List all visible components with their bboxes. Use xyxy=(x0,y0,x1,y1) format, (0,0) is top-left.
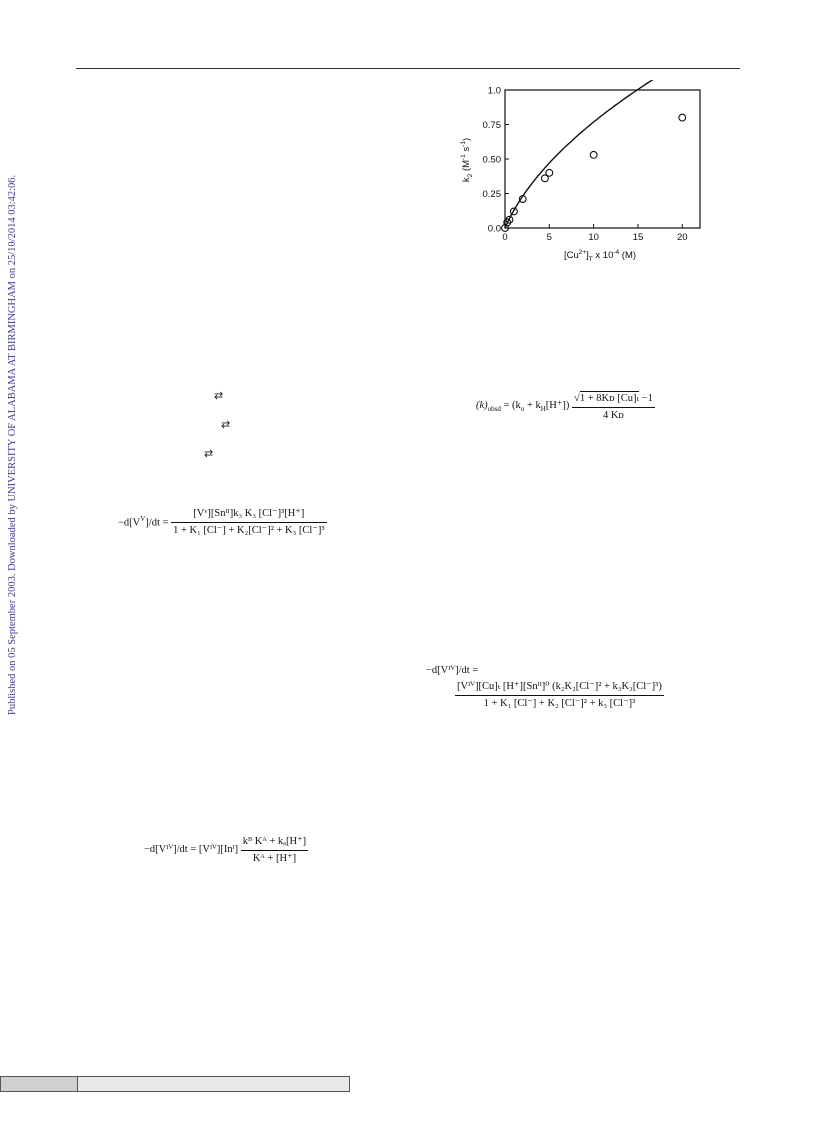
data-point xyxy=(590,151,597,158)
equilibrium-arrow-3: ⇄ xyxy=(204,447,214,460)
x-tick-label: 20 xyxy=(676,232,688,243)
eq3-denominator: 1 + K₁ [Cl⁻] + K₂ [Cl⁻]² + k₃ [Cl⁻]³ xyxy=(483,697,636,709)
y-tick-label: 0.50 xyxy=(482,154,501,166)
eq4-lhs: −d[Vᴵⱽ]/dt = [Vᴵⱽ][Inᴵ] xyxy=(144,844,239,856)
y-tick-label: 0.0 xyxy=(487,223,501,235)
x-tick-label: 0 xyxy=(502,232,508,243)
chart-axes xyxy=(505,90,700,228)
eq3-numerator: [Vᴵⱽ][Cu]ₜ [H⁺][Snᴵᴵ]⁰ (k₂K₂[Cl⁻]² + k₃K₃[Cl⁻]³) xyxy=(455,682,664,696)
footer-bar-cell xyxy=(1,1077,78,1091)
eq3-lhs: −d[Vᴵⱽ]/dt = xyxy=(426,665,479,676)
x-tick-label: 15 xyxy=(632,232,644,243)
rate-law-vanadium-v xyxy=(118,509,327,536)
data-points xyxy=(502,114,686,231)
y-tick-label: 0.75 xyxy=(482,120,501,131)
x-axis-label: $[Cu^{2+}]_T$ x $10^{-4}$ (M) xyxy=(563,249,637,263)
eq1-lhs: $-d[V^V]/dt$ = xyxy=(118,515,169,529)
eq4-numerator: kᴮ Kᴬ + kₐ[H⁺] xyxy=(241,837,308,851)
x-tick-label: 5 xyxy=(546,232,552,243)
data-point xyxy=(546,169,553,176)
header-rule xyxy=(76,68,740,69)
eq4-denominator: Kᴬ + [H⁺] xyxy=(252,852,297,864)
eq2-lhs: $(k)_{obsd} = (k_o + k_H[H^+])$ xyxy=(476,400,570,414)
footer-bar xyxy=(0,1076,350,1092)
rate-law-vanadium-iv-copper xyxy=(455,682,664,709)
equilibrium-arrow-1: ⇄ xyxy=(214,389,224,402)
eq1-denominator: 1 + K₁ [Cl⁻] + K₂[Cl⁻]² + K₃ [Cl⁻]³ xyxy=(173,524,325,536)
eq1-numerator: [Vᵛ][Snᴵᴵ]k₃ K₃ [Cl⁻]³[H⁺] xyxy=(171,509,326,523)
publication-watermark xyxy=(4,160,22,720)
rate-law-vanadium-iv-indium xyxy=(144,837,308,864)
fit-curve xyxy=(505,80,682,228)
data-point xyxy=(679,114,686,121)
publication-watermark-text: Published on 05 September 2003. Downloaded by UNIVERSITY OF ALABAMA AT BIRMINGHAM on 25/10/2014 03:42:06. xyxy=(7,174,18,715)
k2-vs-copper-chart xyxy=(455,80,715,280)
x-tick-label: 10 xyxy=(588,232,599,243)
y-axis-label: $k_2$ ($M^{-1}$ $s^{-1}$) xyxy=(460,137,474,183)
eq2-numerator: √1 + 8Kᴅ [Cu]ₜ −1 xyxy=(572,394,655,408)
eq2-denominator: 4 Kᴅ xyxy=(602,409,624,421)
y-tick-label: 1.0 xyxy=(487,85,501,97)
y-tick-label: 0.25 xyxy=(482,189,501,200)
kobsd-expression xyxy=(476,394,655,421)
plot-frame xyxy=(505,90,700,228)
equilibrium-arrow-2: ⇄ xyxy=(221,418,231,431)
